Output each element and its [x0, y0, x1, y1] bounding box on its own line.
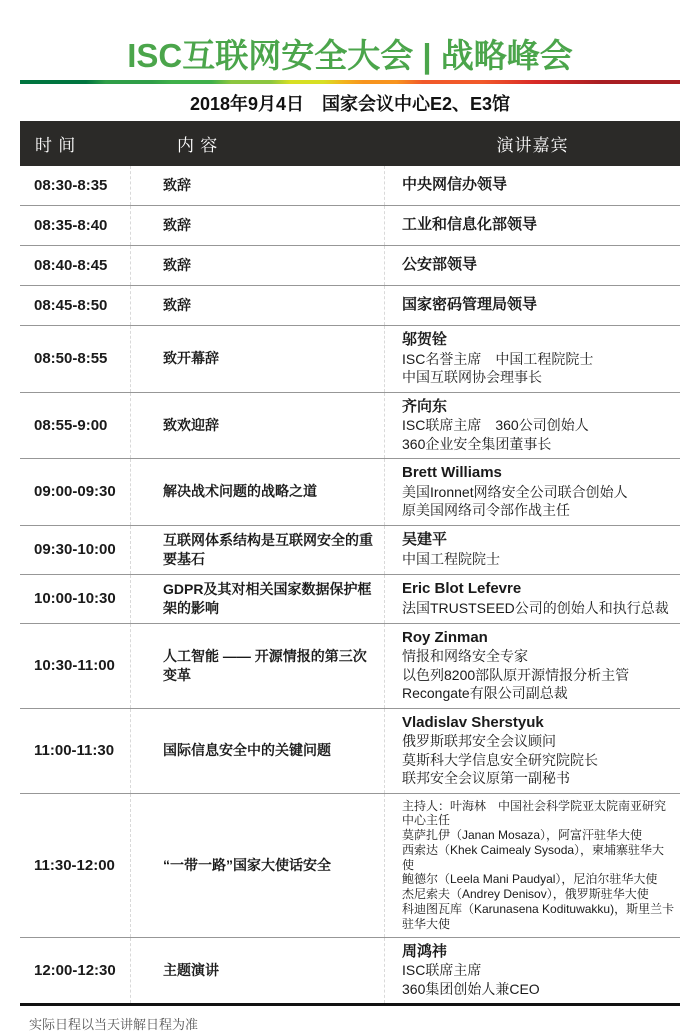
topic-cell: 国际信息安全中的关键问题: [130, 709, 385, 793]
speaker-line: 原美国网络司令部作战主任: [402, 502, 570, 518]
topic-cell: 主题演讲: [130, 938, 385, 1004]
speaker-cell: [385, 171, 680, 200]
column-header-topic: 内 容: [177, 136, 219, 155]
page-title: ISC互联网安全大会 | 战略峰会: [127, 37, 573, 74]
event-date-venue: 2018年9月4日 国家会议中心E2、E3馆: [189, 94, 511, 114]
agenda-row: [20, 794, 680, 938]
speaker-cell: [385, 326, 680, 392]
speaker-cell: [385, 938, 680, 1004]
speaker-line: 国家密码管理局领导: [402, 296, 538, 314]
table-body: [20, 166, 680, 1003]
speaker-line: 鲍德尔（Leela Mani Paudyal），尼泊尔驻华大使: [402, 872, 658, 887]
table-bottom-rule: [20, 1003, 680, 1006]
speaker-line: Recongate有限公司副总裁: [402, 685, 568, 701]
schedule-table: [20, 121, 680, 1003]
speaker-line: 以色列8200部队原开源情报分析主管: [402, 666, 630, 683]
table-header-row: [20, 121, 680, 166]
time-cell: 10:30-11:00: [34, 657, 115, 674]
speaker-cell: [385, 709, 680, 793]
speaker-cell: [385, 211, 680, 240]
speaker-line: Roy Zinman: [402, 628, 488, 646]
topic-cell: 致辞: [130, 246, 385, 285]
column-header-speaker: 演讲嘉宾: [496, 136, 569, 155]
time-cell: 08:55-9:00: [34, 416, 108, 434]
speaker-line: 公安部领导: [402, 256, 478, 274]
speaker-line: 中国工程院院士: [402, 550, 500, 567]
speaker-cell: [385, 251, 680, 280]
topic-cell: 致开幕辞: [130, 326, 385, 392]
speaker-line: 中央网信办领导: [402, 176, 508, 194]
speaker-line: 主持人：叶海林 中国社会科学院亚太院南亚研究中心主任: [402, 798, 667, 828]
speaker-line: 齐向东: [402, 397, 448, 415]
speaker-line: Vladislav Sherstyuk: [402, 713, 544, 731]
time-cell: 08:50-8:55: [34, 350, 108, 368]
footer-disclaimer: 实际日程以当天讲解日程为准: [29, 1017, 199, 1033]
time-cell: 11:00-11:30: [34, 742, 115, 759]
time-cell: 09:00-09:30: [34, 483, 116, 501]
speaker-line: 科迪图瓦库（Karunasena Kodituwakku)，斯里兰卡驻华大使: [402, 902, 675, 931]
speaker-line: 邬贺铨: [402, 331, 448, 348]
time-cell: 08:35-8:40: [34, 217, 108, 234]
topic-cell: 人工智能 —— 开源情报的第三次变革: [130, 624, 385, 708]
speaker-line: 吴建平: [402, 531, 448, 548]
time-cell: 10:00-10:30: [34, 590, 116, 607]
speaker-cell: [385, 575, 680, 622]
speaker-line: Brett Williams: [402, 464, 502, 481]
topic-cell: 致辞: [130, 166, 385, 205]
agenda-row: [20, 166, 680, 206]
speaker-line: 西索达（Khek Caimealy Sysoda），柬埔寨驻华大使: [402, 842, 665, 872]
speaker-line: 美国Ironnet网络安全公司联合创始人: [402, 483, 628, 500]
speaker-line: 360集团创始人兼CEO: [402, 980, 540, 997]
agenda-row: [20, 326, 680, 393]
topic-cell: 致辞: [130, 286, 385, 325]
speaker-line: 360企业安全集团董事长: [402, 435, 552, 452]
time-cell: 08:30-8:35: [34, 177, 108, 194]
speaker-line: 杰尼索夫（Andrey Denisov），俄罗斯驻华大使: [402, 887, 649, 902]
speaker-line: Eric Blot Lefevre: [402, 580, 522, 597]
speaker-cell: [385, 459, 680, 525]
speaker-line: 情报和网络安全专家: [402, 648, 528, 664]
topic-cell: “一带一路”国家大使话安全: [130, 794, 385, 937]
topic-cell: 致辞: [130, 206, 385, 245]
agenda-row: [20, 575, 680, 624]
speaker-line: ISC联席主席 360公司创始人: [402, 417, 589, 433]
speaker-line: 俄罗斯联邦安全会议顾问: [402, 733, 556, 749]
time-cell: 11:30-12:00: [34, 856, 115, 874]
speaker-line: 周鸿祎: [402, 942, 448, 960]
agenda-row: [20, 459, 680, 526]
time-cell: 09:30-10:00: [34, 541, 116, 558]
speaker-line: 法国TRUSTSEED公司的创始人和执行总裁: [402, 599, 669, 616]
speaker-line: 莫斯科大学信息安全研究院院长: [402, 751, 598, 768]
speaker-line: 莫萨扎伊（Janan Mosaza），阿富汗驻华大使: [402, 828, 643, 843]
topic-cell: 互联网体系结构是互联网安全的重要基石: [130, 526, 385, 574]
speaker-cell: [385, 291, 680, 320]
speaker-cell: [385, 393, 680, 459]
agenda-row: [20, 286, 680, 326]
time-cell: 08:45-8:50: [34, 297, 108, 314]
agenda-row: [20, 393, 680, 460]
time-cell: 12:00-12:30: [34, 961, 116, 979]
agenda-row: [20, 526, 680, 575]
speaker-line: ISC联席主席: [402, 962, 482, 979]
topic-cell: 致欢迎辞: [130, 393, 385, 459]
agenda-row: [20, 246, 680, 286]
speaker-line: 工业和信息化部领导: [402, 216, 538, 234]
speaker-line: 中国互联网协会理事长: [402, 369, 542, 385]
speaker-line: ISC名誉主席 中国工程院院士: [402, 350, 594, 367]
speaker-cell: [385, 526, 680, 573]
accent-gradient-divider: [20, 80, 680, 84]
topic-cell: GDPR及其对相关国家数据保护框架的影响: [130, 575, 385, 623]
topic-cell: 解决战术问题的战略之道: [130, 459, 385, 525]
speaker-line: 联邦安全会议原第一副秘书: [402, 770, 570, 786]
agenda-row: [20, 206, 680, 246]
agenda-row: [20, 624, 680, 709]
agenda-row: [20, 709, 680, 794]
speaker-cell: [385, 794, 680, 937]
agenda-row: [20, 938, 680, 1004]
speaker-cell: [385, 624, 680, 708]
time-cell: 08:40-8:45: [34, 257, 108, 274]
column-header-time: 时 间: [35, 136, 77, 155]
